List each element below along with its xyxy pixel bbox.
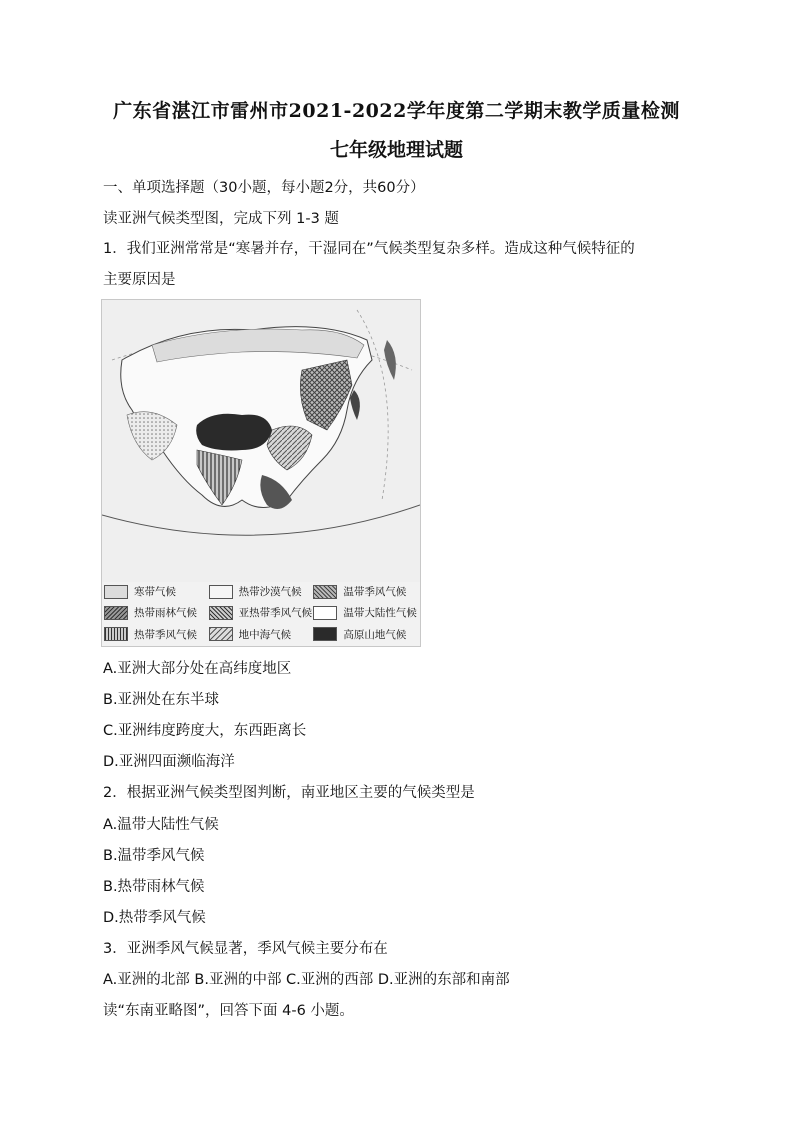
tropical-monsoon-swatch-icon [104, 627, 128, 641]
next-section-intro: 读“东南亚略图”，回答下面 4-6 小题。 [103, 1003, 354, 1019]
legend-label: 亚热带季风气候 [238, 607, 313, 620]
legend-item [209, 627, 314, 642]
legend-label: 高原山地气候 [343, 628, 407, 641]
q2-option-b: B.温带季风气候 [103, 848, 205, 864]
q1-stem-line1: 1．我们亚洲常常是“寒暑并存，干湿同在”气候类型复杂多样。造成这种气候特征的 [103, 241, 635, 257]
q2-option-a: A.温带大陆性气候 [103, 817, 219, 833]
q1-option-a: A.亚洲大部分处在高纬度地区 [103, 661, 292, 677]
legend-label: 寒带气候 [134, 586, 176, 599]
section-heading: 一、单项选择题（30小题，每小题2分，共60分） [103, 180, 425, 196]
mediterranean-swatch-icon [209, 627, 233, 641]
q2-option-d: D.热带季风气候 [103, 910, 206, 926]
legend-item [104, 605, 209, 620]
legend-item [313, 627, 418, 642]
q3-stem: 3．亚洲季风气候显著，季风气候主要分布在 [103, 941, 388, 957]
map-legend [102, 582, 420, 644]
desert-swatch-icon [209, 585, 233, 599]
q2-stem: 2．根据亚洲气候类型图判断，南亚地区主要的气候类型是 [103, 785, 475, 801]
legend-label: 温带季风气候 [343, 586, 407, 599]
subtropical-monsoon-swatch-icon [209, 606, 233, 620]
temperate-monsoon-swatch-icon [313, 585, 337, 599]
legend-label: 温带大陆性气候 [343, 607, 417, 620]
legend-item [313, 605, 418, 620]
legend-label: 热带季风气候 [134, 628, 197, 641]
section-intro: 读亚洲气候类型图，完成下列 1-3 题 [103, 211, 339, 227]
rainforest-swatch-icon [104, 606, 128, 620]
legend-label: 地中海气候 [238, 628, 292, 641]
legend-item [104, 627, 209, 642]
legend-item [104, 584, 209, 599]
legend-label: 热带沙漠气候 [238, 586, 302, 599]
asia-climate-map [101, 299, 421, 647]
page-title: 广东省湛江市雷州市2021-2022学年度第二学期末教学质量检测 [113, 100, 680, 122]
tundra-swatch-icon [104, 585, 128, 599]
q3-options: A.亚洲的北部 B.亚洲的中部 C.亚洲的西部 D.亚洲的东部和南部 [103, 972, 510, 988]
q2-option-c: B.热带雨林气候 [103, 879, 205, 895]
legend-item [209, 584, 314, 599]
legend-label: 热带雨林气候 [134, 607, 197, 620]
map-image [102, 300, 420, 582]
q1-option-c: C.亚洲纬度跨度大，东西距离长 [103, 723, 307, 739]
q1-option-d: D.亚洲四面濒临海洋 [103, 754, 235, 770]
highland-swatch-icon [313, 627, 337, 641]
page-subtitle: 七年级地理试题 [329, 139, 463, 161]
legend-item [209, 605, 314, 620]
legend-item [313, 584, 418, 599]
q1-stem-line2: 主要原因是 [103, 272, 176, 288]
q1-option-b: B.亚洲处在东半球 [103, 692, 220, 708]
continental-swatch-icon [313, 606, 337, 620]
